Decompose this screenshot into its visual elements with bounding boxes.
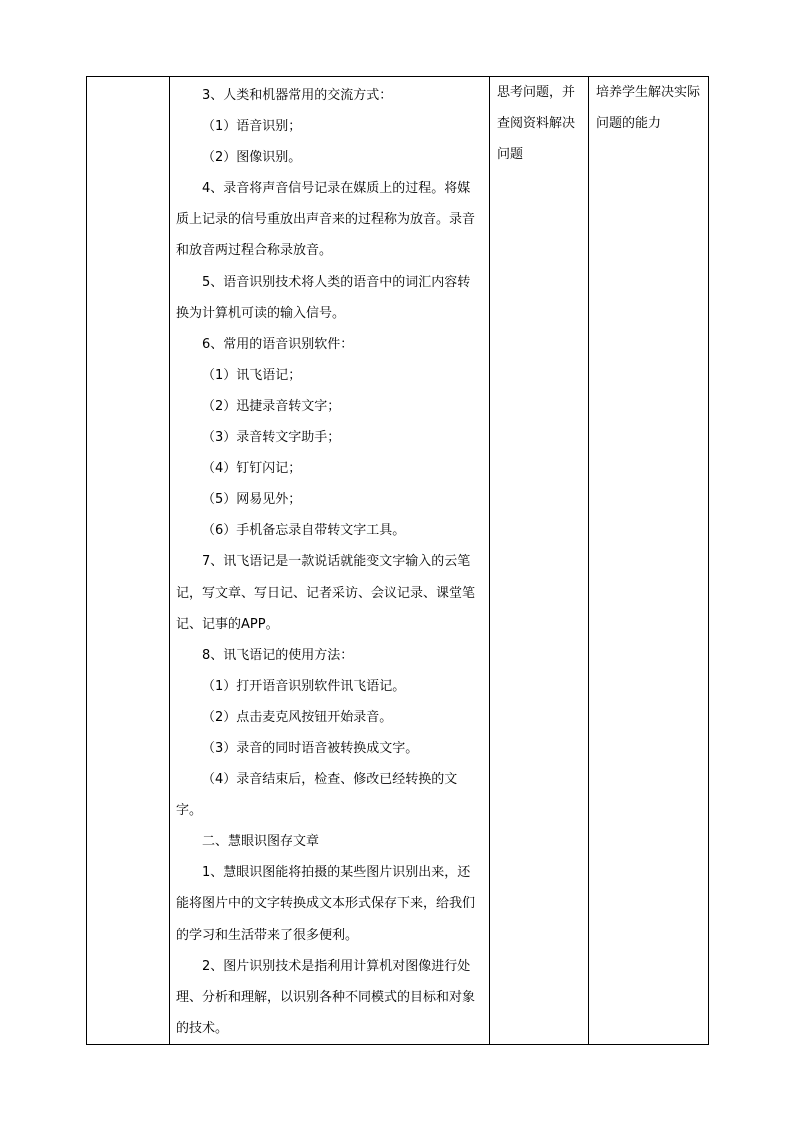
- teaching-content: [170, 77, 489, 1044]
- student-activity-cell: [490, 77, 589, 1045]
- paragraph: （4）录音结束后，检查、修改已经转换的文字。: [176, 772, 458, 819]
- paragraph: （1）语音识别；: [202, 119, 302, 135]
- paragraph: （1）讯飞语记；: [202, 367, 302, 383]
- paragraph: （2）迅捷录音转文字；: [202, 398, 341, 414]
- student-activity-text: 思考问题，并查阅资料解决问题: [497, 85, 576, 162]
- paragraph: 4、录音将声音信号记录在媒质上的过程。将媒质上记录的信号重放出声音来的过程称为放音。录音和放音两过程合称录放音。: [176, 181, 476, 259]
- teaching-content-cell: [170, 77, 490, 1045]
- paragraph: （3）录音的同时语音被转换成文字。: [202, 740, 419, 756]
- paragraph: 3、人类和机器常用的交流方式：: [202, 88, 393, 103]
- paragraph: （6）手机备忘录自带转文字工具。: [202, 523, 406, 539]
- paragraph: （5）网易见外；: [202, 492, 302, 508]
- paragraph: 2、图片识别技术是指利用计算机对图像进行处理、分析和理解，以识别各种不同模式的目标和对象的技术。: [176, 958, 476, 1036]
- paragraph: （3）录音转文字助手；: [202, 430, 341, 446]
- paragraph: 7、讯飞语记是一款说话就能变文字输入的云笔记，写文章、写日记、记者采访、会议记录、课堂笔记、记事的APP。: [176, 554, 476, 632]
- paragraph: 6、常用的语音识别软件：: [202, 336, 354, 352]
- paragraph: 5、语音识别技术将人类的语音中的词汇内容转换为计算机可读的输入信号。: [176, 274, 471, 321]
- paragraph: （1）打开语音识别软件讯飞语记。: [202, 678, 406, 694]
- paragraph: 8、讯飞语记的使用方法：: [202, 647, 354, 663]
- design-intent-cell: [589, 77, 709, 1045]
- paragraph: （4）钉钉闪记；: [202, 461, 302, 477]
- paragraph: 二、慧眼识图存文章: [202, 834, 320, 850]
- lesson-plan-table: [86, 76, 709, 1045]
- paragraph: （2）点击麦克风按钮开始录音。: [202, 709, 393, 725]
- paragraph: （2）图像识别。: [202, 150, 302, 166]
- table-row: [87, 77, 709, 1045]
- blank-cell: [87, 77, 170, 1045]
- design-intent-text: 培养学生解决实际问题的能力: [596, 85, 701, 131]
- paragraph: 1、慧眼识图能将拍摄的某些图片识别出来，还能将图片中的文字转换成文本形式保存下来，给我们的学习和生活带来了很多便利。: [176, 865, 476, 943]
